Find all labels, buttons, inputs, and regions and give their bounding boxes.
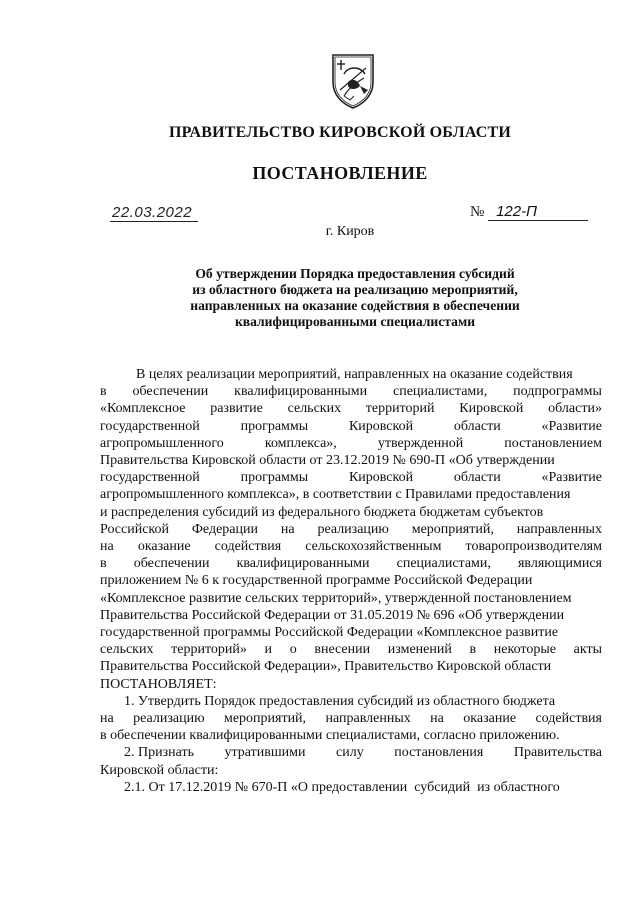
body-word: в	[100, 384, 107, 400]
body-word: на	[280, 521, 295, 537]
body-word: и	[264, 642, 273, 658]
body-word: квалифицированными	[236, 556, 370, 572]
body-word: содействия	[214, 539, 282, 555]
document-number	[470, 203, 588, 221]
body-line	[100, 744, 602, 761]
body-word: государственной	[100, 470, 200, 486]
body-word: специалистами,	[393, 384, 488, 400]
body-line	[100, 418, 602, 435]
body-word: акты	[573, 642, 602, 658]
body-line	[100, 555, 602, 572]
body-line	[100, 762, 602, 779]
body-line	[100, 486, 602, 503]
document-city: г. Киров	[325, 224, 375, 239]
body-word: товаропроизводителям	[465, 539, 602, 555]
body-word: территорий	[365, 401, 435, 417]
body-word: направленных	[516, 521, 602, 537]
body-word: области	[453, 470, 501, 486]
body-word: «Комплексное развитие сельских территорий», утвержденной постановлением	[100, 590, 572, 606]
body-word: изменений	[387, 642, 452, 658]
body-word: ПОСТАНОВЛЯЕТ:	[100, 676, 217, 692]
body-line	[100, 572, 602, 589]
body-line	[100, 469, 602, 486]
subject-line: из областного бюджета на реализацию мероприятий,	[192, 282, 518, 297]
body-word: агропромышленного	[100, 435, 224, 451]
body-line	[100, 727, 602, 744]
body-word: территорий»	[171, 642, 247, 658]
document-date: 22.03.2022	[110, 204, 198, 222]
body-word: Правительства	[513, 745, 602, 761]
body-line	[100, 452, 602, 469]
body-line	[100, 521, 602, 538]
government-name: ПРАВИТЕЛЬСТВО КИРОВСКОЙ ОБЛАСТИ	[168, 124, 512, 141]
body-word: постановления	[394, 745, 484, 761]
body-word: оказание	[137, 539, 191, 555]
body-word: являющимися	[517, 556, 602, 572]
subject-line: Об утверждении Порядка предоставления субсидий	[195, 266, 515, 281]
body-line	[100, 693, 602, 710]
body-word: Кировской	[348, 470, 414, 486]
document-type: ПОСТАНОВЛЕНИЕ	[252, 163, 428, 183]
body-word: некоторые	[493, 642, 556, 658]
body-word: программы	[240, 470, 309, 486]
body-word: Кировской области:	[100, 762, 219, 778]
body-word: комплекса»,	[264, 435, 337, 451]
document-subject	[100, 266, 610, 330]
body-word: о	[289, 642, 297, 658]
body-word: «Комплексное	[100, 401, 186, 417]
body-word: государственной	[100, 418, 200, 434]
body-word: обеспечении	[132, 384, 209, 400]
number-label: №	[470, 204, 485, 220]
body-word: программы	[240, 418, 309, 434]
body-word: и распределения субсидий из федерального бюджета бюджетам субъектов	[100, 504, 544, 520]
body-word: содействия	[535, 711, 602, 727]
body-line	[100, 538, 602, 555]
body-word: мероприятий,	[411, 521, 494, 537]
body-word: на	[430, 711, 444, 727]
body-word: Российской	[100, 521, 169, 537]
body-word: утвержденной	[377, 435, 464, 451]
body-word: реализацию	[317, 521, 389, 537]
body-word: Правительства Российской Федерации от 31.05.2019 № 696 «Об утверждении	[100, 607, 565, 623]
body-line	[100, 641, 602, 658]
body-word: 2. Признать	[124, 745, 194, 761]
body-word: развитие	[210, 401, 263, 417]
document-body	[100, 366, 602, 796]
body-word: на	[100, 539, 114, 555]
body-word: Правительства Российской Федерации», Правительство Кировской области	[100, 659, 552, 675]
body-line	[100, 435, 602, 452]
body-word: Кировской	[348, 418, 414, 434]
body-word: реализацию	[133, 711, 205, 727]
body-word: утратившими	[224, 745, 306, 761]
body-line	[100, 658, 602, 675]
body-word: в	[469, 642, 477, 658]
body-word: 1. Утвердить Порядок предоставления субсидий из областного бюджета	[124, 693, 556, 709]
body-line	[100, 366, 602, 383]
body-word: Правительства Кировской области от 23.12.2019 № 690-П «Об утверждении	[100, 453, 555, 469]
body-line	[100, 710, 602, 727]
body-line	[100, 607, 602, 624]
body-word: силу	[336, 745, 364, 761]
body-word: постановлением	[504, 435, 602, 451]
kirov-coat-of-arms-icon	[330, 52, 376, 110]
number-value: 122-П	[488, 203, 588, 221]
body-word: направленных	[325, 711, 411, 727]
body-word: квалифицированными	[234, 384, 368, 400]
body-word: «Развитие	[541, 470, 602, 486]
body-line	[100, 504, 602, 521]
body-word: мероприятий,	[223, 711, 307, 727]
body-word: специалистами,	[396, 556, 491, 572]
subject-line: квалифицированными специалистами	[234, 314, 476, 329]
body-line	[100, 590, 602, 607]
body-word: обеспечении	[133, 556, 210, 572]
body-word: Кировской	[459, 401, 524, 417]
body-word: приложением № 6 к государственной программе Российской Федерации	[100, 573, 533, 589]
body-word: оказание	[463, 711, 517, 727]
body-word: В целях реализации мероприятий, направленных на оказание содействия	[136, 367, 573, 382]
body-line	[100, 624, 602, 641]
body-word: в обеспечении квалифицированными специалистами, согласно приложению.	[100, 728, 560, 744]
body-word: «Развитие	[541, 418, 602, 434]
subject-line: направленных на оказание содействия в обеспечении	[190, 298, 520, 313]
body-word: внесении	[314, 642, 371, 658]
body-word: сельскохозяйственным	[305, 539, 442, 555]
body-word: государственной программы Российской Федерации «Комплексное развитие	[100, 625, 559, 641]
body-word: на	[100, 711, 114, 727]
body-word: 2.1. От 17.12.2019 № 670-П «О предоставлении субсидий из областного	[124, 779, 560, 795]
body-word: агропромышленного комплекса», в соответствии с Правилами предоставления	[100, 487, 571, 503]
body-word: подпрограммы	[513, 384, 602, 400]
body-word: Федерации	[191, 521, 258, 537]
body-word: области»	[548, 401, 602, 417]
body-word: сельских	[100, 642, 154, 658]
body-word: в	[100, 556, 107, 572]
body-line	[100, 383, 602, 400]
body-word: области	[453, 418, 501, 434]
body-line	[100, 400, 602, 417]
body-line	[100, 676, 602, 693]
body-word: сельских	[287, 401, 342, 417]
body-line	[100, 779, 602, 796]
